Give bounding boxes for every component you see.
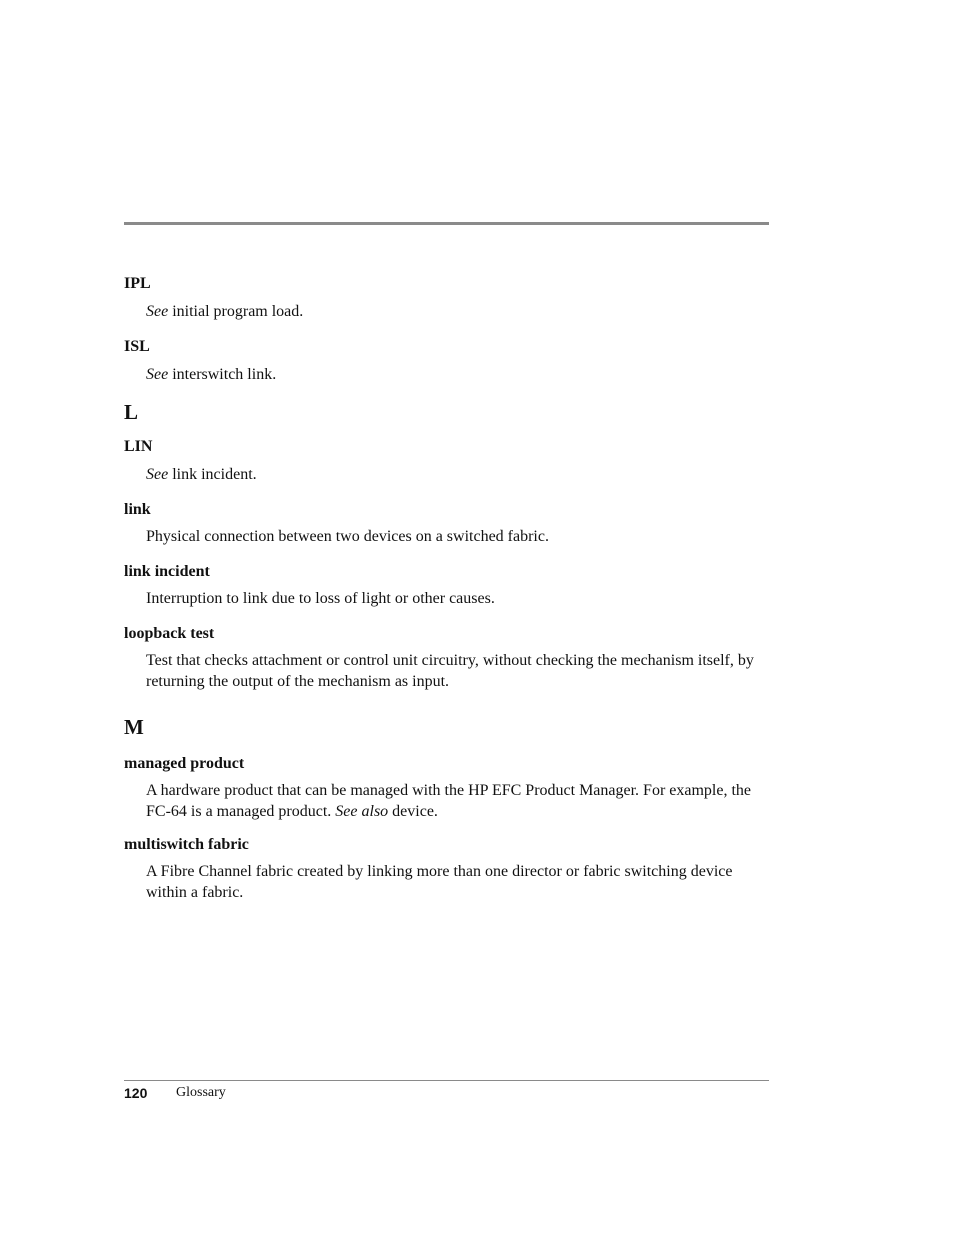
glossary-content [124, 274, 769, 903]
glossary-term: LIN [124, 438, 153, 455]
header-rule [124, 222, 769, 225]
glossary-definition: See link incident. [146, 466, 257, 483]
page-number: 120 [124, 1085, 148, 1101]
glossary-definition: See interswitch link. [146, 366, 277, 383]
glossary-term: IPL [124, 275, 151, 292]
see-reference: See [146, 303, 169, 320]
glossary-term: ISL [124, 338, 150, 355]
glossary-term: loopback test [124, 625, 215, 642]
glossary-term: link [124, 501, 151, 518]
section-letter: L [124, 400, 139, 424]
glossary-term: link incident [124, 563, 210, 580]
glossary-definition: A hardware product that can be managed with the HP EFC Product Manager. For example, the FC-64 is a managed product. See also device. [146, 782, 752, 820]
glossary-term: multiswitch fabric [124, 836, 249, 853]
glossary-definition: Interruption to link due to loss of light or other causes. [146, 590, 495, 607]
see-also-reference: See also [335, 803, 389, 820]
glossary-term: managed product [124, 755, 245, 772]
glossary-definition: A Fibre Channel fabric created by linking more than one director or fabric switching device within a fabric. [146, 863, 733, 901]
glossary-definition: See initial program load. [146, 303, 304, 320]
see-reference: See [146, 466, 169, 483]
footer-rule [124, 1080, 769, 1081]
glossary-definition: Physical connection between two devices on a switched fabric. [146, 528, 549, 545]
footer-section-title: Glossary [176, 1085, 226, 1100]
see-reference: See [146, 366, 169, 383]
section-letter: M [124, 715, 144, 739]
glossary-definition: Test that checks attachment or control unit circuitry, without checking the mechanism itself, by returning the output of the mechanism as input. [146, 652, 754, 690]
